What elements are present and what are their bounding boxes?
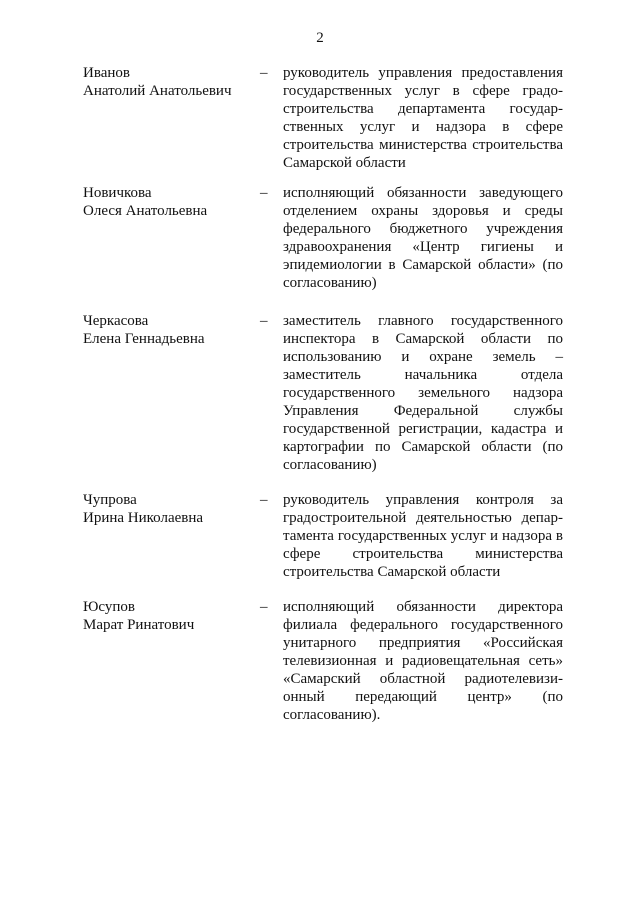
- position-line: строительства департамента государ-: [283, 101, 563, 117]
- dash-separator: –: [260, 492, 268, 508]
- position-line: филиала федерального государственного: [283, 617, 563, 633]
- position-line: согласованию): [283, 457, 377, 473]
- position-line: ственных услуг и надзора в сфере: [283, 119, 563, 135]
- position-line: руководитель управления предоставления: [283, 65, 563, 81]
- position-line: руководитель управления контроля за: [283, 492, 563, 508]
- position-line: государственных услуг в сфере градо-: [283, 83, 563, 99]
- position-line: федерального бюджетного учреждения: [283, 221, 563, 237]
- position-line: «Самарский областной радиотелевизи-: [283, 671, 563, 687]
- position-line: заместитель начальника отдела: [283, 367, 563, 383]
- position-line: согласованию).: [283, 707, 381, 723]
- member-given-names: Марат Ринатович: [83, 617, 195, 633]
- member-position: [283, 312, 563, 474]
- position-line: Самарской области: [283, 155, 406, 171]
- member-given-names: Олеся Анатольевна: [83, 203, 208, 219]
- position-line: государственной регистрации, кадастра и: [283, 421, 563, 437]
- dash-separator: –: [260, 65, 268, 81]
- member-position: [283, 64, 563, 172]
- member-surname: Иванов: [83, 65, 130, 81]
- position-line: строительства министерства строительства: [283, 137, 563, 153]
- member-name: [83, 598, 258, 634]
- position-line: тамента государственных услуг и надзора в: [283, 528, 563, 544]
- member-name: [83, 184, 258, 220]
- position-line: сфере строительства министерства: [283, 546, 563, 562]
- member-given-names: Ирина Николаевна: [83, 510, 204, 526]
- position-line: исполняющий обязанности директора: [283, 599, 563, 615]
- member-name: [83, 312, 258, 348]
- position-line: государственного земельного надзора: [283, 385, 563, 401]
- position-line: градостроительной деятельностью депар-: [283, 510, 563, 526]
- position-line: Управления Федеральной службы: [283, 403, 563, 419]
- page-number: 2: [316, 30, 324, 46]
- position-line: инспектора в Самарской области по: [283, 331, 563, 347]
- position-line: онный передающий центр» (по: [283, 689, 563, 705]
- member-surname: Черкасова: [83, 313, 149, 329]
- position-line: унитарного предприятия «Российская: [283, 635, 563, 651]
- member-name: [83, 64, 258, 100]
- position-line: заместитель главного государственного: [283, 313, 563, 329]
- member-position: [283, 491, 563, 581]
- position-line: здравоохранения «Центр гигиены и: [283, 239, 563, 255]
- member-given-names: Анатолий Анатольевич: [83, 83, 232, 99]
- position-line: эпидемиологии в Самарской области» (по: [283, 257, 563, 273]
- dash-separator: –: [260, 185, 268, 201]
- member-given-names: Елена Геннадьевна: [83, 331, 205, 347]
- member-position: [283, 184, 563, 292]
- position-line: картографии по Самарской области (по: [283, 439, 563, 455]
- member-position: [283, 598, 563, 724]
- position-line: отделением охраны здоровья и среды: [283, 203, 563, 219]
- dash-separator: –: [260, 313, 268, 329]
- member-surname: Юсупов: [83, 599, 135, 615]
- position-line: телевизионная и радиовещательная сеть»: [283, 653, 563, 669]
- member-name: [83, 491, 258, 527]
- member-surname: Чупрова: [83, 492, 137, 508]
- member-surname: Новичкова: [83, 185, 152, 201]
- position-line: согласованию): [283, 275, 377, 291]
- dash-separator: –: [260, 599, 268, 615]
- position-line: строительства Самарской области: [283, 564, 501, 580]
- position-line: исполняющий обязанности заведующего: [283, 185, 563, 201]
- position-line: использованию и охране земель –: [283, 349, 563, 365]
